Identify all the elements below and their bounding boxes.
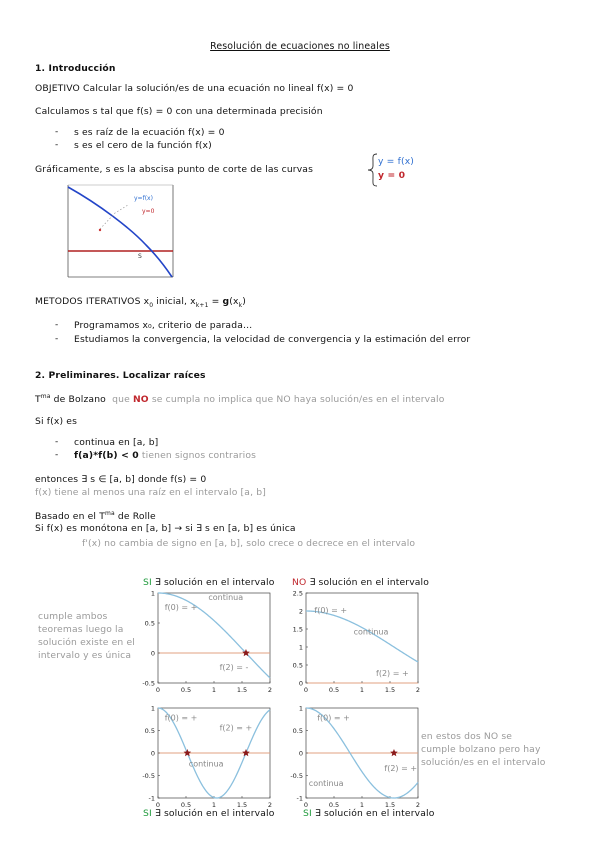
bolzano-condition: f(a)*f(b) < 0 [74, 450, 139, 461]
plot-annotation: f(0) = + [164, 713, 198, 723]
plot-annotation: f(2) = + [376, 668, 409, 678]
caption-text: ∃ solución en el intervalo [309, 577, 430, 588]
plot-annotation: f(2) = + [219, 723, 253, 733]
monotona-note: f'(x) no cambia de signo en [a, b], solo crece o decrece en el intervalo [82, 538, 416, 549]
x-tick-label: 2 [267, 686, 273, 694]
y-tick-label: -1 [148, 794, 155, 803]
right-note-line: solución/es en el intervalo [421, 757, 546, 768]
x-tick-label: 0 [155, 686, 161, 694]
caption-text: ∃ solución en el intervalo [154, 808, 275, 819]
y-tick-label: 0 [150, 749, 155, 758]
curve-y0-label: y = 0 [378, 170, 406, 181]
objetivo-text: OBJETIVO Calcular la solución/es de una ecuación no lineal f(x) = 0 [35, 83, 354, 94]
mini-graph-curve [68, 187, 172, 277]
mini-graph [60, 183, 180, 283]
x-tick-label: 0 [303, 801, 309, 809]
plot-annotation: f(0) = + [314, 605, 348, 615]
y-tick-label: 1 [150, 704, 155, 713]
entonces-note: f(x) tiene al menos una raíz en el intervalo [a, b] [35, 487, 266, 498]
curve-fx-label: y = f(x) [378, 156, 415, 167]
bolzano-que: que [112, 394, 130, 406]
root-marker [242, 749, 250, 756]
y-tick-label: 2.5 [292, 589, 303, 598]
entonces-text: entonces ∃ s ∈ [a, b] donde f(s) = 0 [35, 474, 207, 485]
left-note-line: solución existe en el [38, 637, 135, 648]
y-tick-label: 0 [298, 749, 303, 758]
plot-annotation: continua [188, 759, 224, 769]
bolzano-condition-note: tienen signos contrarios [141, 450, 257, 461]
bullet-dash: - [55, 437, 59, 447]
subscript-k: k [238, 301, 243, 309]
si-label: SI [303, 808, 312, 819]
x-tick-label: 1.5 [384, 686, 396, 694]
y-tick-label: 0.5 [144, 727, 155, 735]
x-tick-label: 0.5 [328, 801, 340, 809]
root-marker [184, 749, 192, 756]
page-title: Resolución de ecuaciones no lineales [210, 41, 390, 52]
y-tick-label: 0 [298, 679, 303, 688]
metodos-text: inicial, x [153, 296, 196, 307]
bullet-dash: - [55, 334, 59, 344]
plot-annotation: f(0) = + [317, 713, 350, 723]
plot-cos-plus-one [286, 587, 428, 695]
x-tick-label: 2 [415, 801, 421, 809]
bullet-dash: - [55, 140, 59, 150]
calculamos-text: Calculamos s tal que f(s) = 0 con una determinada precisión [35, 106, 323, 117]
plot-annotation: f(0) = + [164, 602, 198, 612]
section2-heading: 2. Preliminares. Localizar raíces [35, 370, 206, 381]
right-note-line: en estos dos NO se [421, 731, 513, 742]
plot-annotation: continua [308, 778, 344, 788]
x-tick-label: 1.5 [236, 801, 248, 809]
caption-text: ∃ solución en el intervalo [154, 577, 275, 588]
rolle-text: Basado en el T [35, 511, 105, 523]
left-note-line: cumple ambos [38, 611, 108, 622]
si-label: SI [143, 577, 152, 588]
mini-graph-s-label: S [138, 253, 142, 260]
root-marker [390, 749, 398, 756]
left-note-line: intervalo y es única [38, 650, 132, 661]
bullet-dash: - [55, 450, 59, 460]
bolzano-t: T [35, 394, 41, 406]
bullet-item: Estudiamos la convergencia, la velocidad de convergencia y la estimación del error [74, 334, 471, 345]
plot-cos3x [138, 702, 280, 810]
y-tick-label: 0.5 [292, 727, 303, 735]
y-tick-label: -1 [296, 794, 303, 803]
x-tick-label: 0 [303, 686, 309, 694]
section1-heading: 1. Introducción [35, 63, 116, 74]
metodos-text: ) [242, 296, 246, 307]
metodos-text: = [208, 296, 223, 307]
y-tick-label: 1 [150, 589, 155, 598]
metodos-g: g [222, 296, 230, 307]
no-label: NO [292, 577, 307, 588]
right-note-line: cumple bolzano pero hay [421, 744, 541, 755]
caption-text: ∃ solución en el intervalo [314, 808, 435, 819]
bullet-dash: - [55, 320, 59, 330]
series-line [306, 611, 418, 662]
subscript-0: 0 [149, 301, 154, 309]
x-tick-label: 1 [359, 686, 365, 694]
x-tick-label: 1 [211, 686, 217, 694]
rolle-text: de Rolle [114, 511, 156, 523]
y-tick-label: 2 [298, 607, 303, 616]
mini-graph-fx-label: y=f(x) [134, 195, 153, 202]
mini-graph-dot [99, 229, 101, 231]
right-note [421, 730, 546, 769]
bullet-dash: - [55, 127, 59, 137]
rolle-sup: ma [104, 510, 115, 517]
subscript-k1: k+1 [195, 301, 209, 309]
left-note [38, 610, 135, 662]
y-tick-label: -0.5 [290, 772, 303, 780]
y-tick-label: 1 [298, 704, 303, 713]
x-tick-label: 0.5 [180, 801, 192, 809]
plot-annotation: continua [353, 627, 389, 637]
y-tick-label: 1.5 [292, 625, 303, 634]
x-tick-label: 1 [211, 801, 217, 809]
metodos-line [35, 296, 246, 309]
plot-annotation: continua [208, 593, 244, 603]
bolzano-no: NO [132, 394, 149, 406]
monotona-text: Si f(x) es monótona en [a, b] → si ∃ s en [a, b] es única [35, 523, 296, 534]
x-tick-label: 1 [359, 801, 365, 809]
x-tick-label: 0.5 [328, 686, 340, 694]
x-tick-label: 0.5 [180, 686, 192, 694]
bolzano-name: de Bolzano [50, 394, 106, 406]
x-tick-label: 1.5 [236, 686, 248, 694]
bullet-item: s es el cero de la función f(x) [74, 140, 212, 151]
graficamente-text: Gráficamente, s es la abscisa punto de corte de las curvas [35, 164, 314, 175]
left-note-line: teoremas luego la [38, 624, 124, 635]
y-tick-label: -0.5 [142, 772, 155, 780]
bullet-item: continua en [a, b] [74, 437, 159, 448]
bullet-item [74, 450, 256, 461]
y-tick-label: 0.5 [144, 619, 155, 628]
bullet-item: Programamos x₀, criterio de parada… [74, 320, 253, 331]
x-tick-label: 2 [415, 686, 421, 694]
si-label: SI [143, 808, 152, 819]
bolzano-sup: ma [40, 393, 51, 400]
plot-cos [138, 587, 280, 695]
y-tick-label: 0.5 [292, 661, 303, 670]
plot-cos2x [286, 702, 428, 810]
x-tick-label: 2 [267, 801, 273, 809]
bullet-item: s es raíz de la ecuación f(x) = 0 [74, 127, 225, 138]
plot-annotation: f(2) = + [384, 764, 418, 773]
y-tick-label: -0.5 [142, 679, 155, 688]
x-tick-label: 1.5 [384, 801, 396, 809]
x-tick-label: 0 [155, 801, 161, 809]
y-tick-label: 1 [298, 643, 303, 652]
bolzano-line [35, 393, 445, 405]
rolle-line [35, 510, 156, 522]
metodos-text: METODOS ITERATIVOS x [35, 296, 150, 307]
y-tick-label: 0 [150, 649, 155, 658]
bolzano-note: se cumpla no implica que NO haya solución/es en el intervalo [151, 394, 445, 406]
plot-annotation: f(2) = - [219, 662, 249, 672]
si-fx-text: Si f(x) es [35, 416, 78, 427]
mini-graph-y0-label: y=0 [142, 208, 155, 215]
metodos-text: (x [229, 296, 239, 307]
